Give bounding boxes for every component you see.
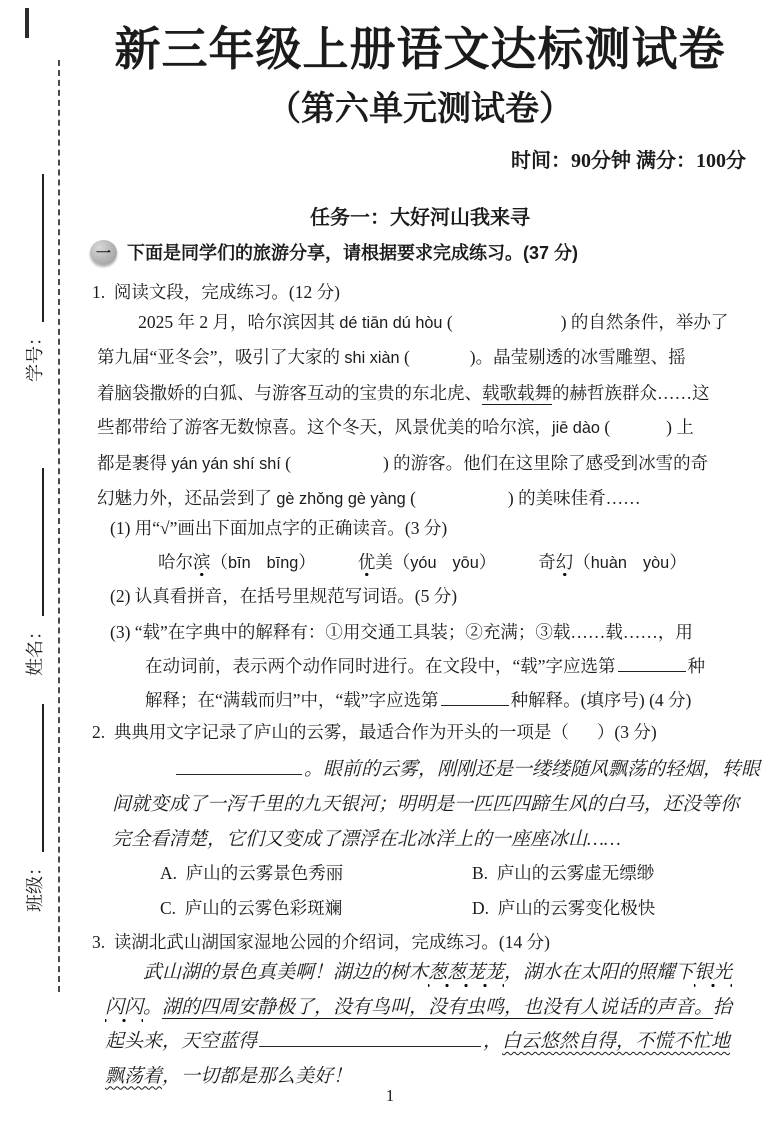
text-run: ）(3 分) — [596, 722, 657, 742]
answer-space[interactable] — [627, 551, 643, 569]
text-run: 奇 — [538, 552, 556, 572]
q3-text: 读湖北武山湖国家湿地公园的介绍词，完成练习。(14 分) — [113, 932, 550, 952]
student-id-field — [21, 158, 47, 398]
q2-option-c — [160, 893, 342, 923]
passage-line — [105, 991, 757, 1026]
answer-blank[interactable] — [259, 1027, 481, 1047]
question-one-header — [90, 239, 578, 265]
text-run: 种 — [687, 656, 706, 676]
text-run: 幻 — [556, 552, 574, 577]
text-run: （ — [573, 552, 591, 572]
text-run: ( — [442, 312, 453, 332]
time-and-score-info: 时间：90分钟 满分：100分 — [511, 150, 746, 172]
q2-option-d-label: D. — [472, 898, 490, 918]
passage-line — [112, 787, 757, 822]
passage-line — [97, 340, 757, 375]
answer-blank[interactable] — [176, 755, 302, 775]
task-one-heading: 任务一：大好河山我来寻 — [310, 207, 530, 229]
text-run: 着脑袋撒娇的白狐、与游客互动的宝贵的东北虎、 — [97, 382, 482, 403]
text-run: ) 上 — [666, 417, 694, 438]
passage-line — [97, 410, 757, 445]
passage-line — [97, 446, 757, 481]
q1-sub3-line — [145, 683, 705, 717]
text-run: 载歌载舞 — [482, 382, 552, 403]
paper-title: 新三年级上册语文达标测试卷 — [114, 24, 726, 75]
q2-option-a-text: 庐山的云雾景色秀丽 — [185, 863, 344, 883]
text-run: huàn — [590, 554, 627, 572]
text-run: 闪闪 — [105, 997, 143, 1023]
student-class-label: 班级： — [25, 858, 45, 912]
q2-option-c-label: C. — [160, 898, 177, 918]
q2-number: 2. — [92, 722, 106, 742]
q2-option-b-label: B. — [472, 863, 489, 883]
answer-space[interactable] — [453, 311, 561, 329]
text-run: 抬 — [713, 996, 733, 1018]
passage-line — [97, 305, 757, 340]
q1-number: 1. — [92, 282, 106, 302]
passage-line — [174, 752, 761, 787]
text-run: 葱葱茏茏 — [428, 962, 504, 988]
text-run: 滨 — [193, 552, 211, 577]
answer-space[interactable] — [291, 451, 383, 469]
text-run: 哈尔 — [158, 552, 193, 572]
student-class-write-line[interactable] — [24, 704, 44, 852]
text-run: yōu — [452, 554, 479, 572]
q2-option-c-text: 庐山的云雾色彩斑斓 — [184, 898, 343, 918]
text-run: ） — [669, 552, 687, 572]
text-run: 完全看清楚，它们又变成了漂浮在北冰洋上的一座座冰山…… — [112, 829, 621, 850]
text-run: ( — [599, 417, 611, 438]
answer-blank[interactable] — [441, 688, 509, 707]
text-run: 湖的四周安静极了，没有鸟叫，没有虫鸣，也没有人说话的声音。 — [162, 996, 714, 1018]
q2-option-a-label: A. — [160, 863, 178, 883]
text-run: yòu — [642, 554, 670, 572]
text-run: bīng — [266, 554, 299, 572]
text-run: ) 的美味佳肴…… — [507, 488, 641, 509]
q1-reading-passage — [97, 305, 757, 516]
question-one-badge-icon: 一 — [90, 240, 117, 265]
q3-lake-passage — [105, 956, 757, 1094]
text-run: 典典用文字记录了庐山的云雾，最适合作为开头的一项是（ — [113, 722, 569, 742]
answer-space[interactable] — [496, 551, 538, 569]
q1-sub3-line — [110, 615, 705, 649]
paper-subtitle: （第六单元测试卷） — [267, 91, 573, 128]
passage-line — [97, 481, 757, 516]
answer-space[interactable] — [316, 551, 358, 569]
q2-option-b-text: 庐山的云雾虚无缥缈 — [496, 863, 655, 883]
passage-line — [105, 1025, 757, 1060]
q1-sub3-line — [145, 649, 705, 683]
text-run: 起头来，天空蓝得 — [105, 1031, 258, 1052]
answer-space[interactable] — [416, 487, 508, 505]
q1-sub1-pronunciation-options — [158, 547, 687, 578]
text-run: dé tiān dú hòu — [339, 314, 443, 332]
text-run: jiē dào — [552, 419, 600, 438]
answer-space[interactable] — [251, 551, 267, 569]
text-run: （ — [392, 552, 411, 572]
question-one-text: 下面是同学们的旅游分享，请根据要求完成练习。(37 分) — [127, 243, 579, 263]
text-run: 的赫哲族群众……这 — [552, 382, 710, 403]
answer-space[interactable] — [610, 416, 666, 434]
passage-line — [97, 376, 757, 410]
answer-blank[interactable] — [618, 654, 686, 673]
q1-sub2-stem: (2) 认真看拼音，在括号里规范写词语。(5 分) — [110, 586, 458, 606]
q1-stem — [92, 277, 340, 307]
binding-dashed-line — [58, 60, 60, 992]
text-run: gè zhǒng gè yàng — [276, 490, 406, 509]
text-run: yán yán shí shí — [171, 454, 281, 473]
text-run: 。 — [143, 996, 163, 1018]
text-run: 在动词前，表示两个动作同时进行。在文段中，“载”字应选第 — [145, 656, 616, 676]
text-run: 幻魅力外，还品尝到了 — [97, 488, 277, 509]
q3-number: 3. — [92, 932, 106, 952]
text-run: ，湖水在太阳的照耀下 — [504, 962, 695, 983]
q1-sub3-block — [110, 615, 705, 717]
text-run: (3) “载”在字典中的解释有：①用交通工具装；②充满；③载……载……，用 — [110, 622, 693, 642]
student-name-write-line[interactable] — [24, 468, 44, 616]
text-run: 白云悠然自得，不慌不忙地 — [502, 1031, 731, 1052]
text-run: ( — [280, 452, 291, 473]
text-run: 第九届“亚冬会”，吸引了大家的 — [97, 347, 345, 368]
text-run: 2025 年 2 月，哈尔滨因其 — [138, 312, 340, 332]
student-name-field — [21, 452, 47, 692]
text-run: ，一切都是那么美好！ — [162, 1065, 353, 1087]
text-run: 些都带给了游客无数惊喜。这个冬天，风景优美的哈尔滨， — [97, 417, 552, 438]
q2-stem — [92, 717, 657, 747]
text-run: （ — [210, 552, 228, 572]
text-run: ) 的游客。他们在这里除了感受到冰雪的奇 — [382, 452, 709, 473]
text-run: ） — [298, 552, 316, 572]
q2-cloud-passage — [112, 752, 761, 857]
student-id-label: 学号： — [25, 328, 45, 382]
text-run: 武山湖的景色真美啊！湖边的树木 — [143, 962, 429, 983]
q1-sub1-stem: (1) 用“√”画出下面加点字的正确读音。(3 分) — [110, 518, 448, 538]
passage-line — [112, 822, 757, 857]
q2-option-d-text: 庐山的云雾变化极快 — [497, 898, 656, 918]
answer-space[interactable] — [569, 721, 597, 739]
q2-option-a — [160, 858, 343, 888]
text-run: bīn — [228, 554, 251, 572]
q1-text: 阅读文段，完成练习。(12 分) — [113, 282, 340, 302]
text-run: ） — [478, 552, 497, 572]
text-run: 银光 — [694, 962, 732, 988]
text-run: 飘荡着 — [105, 1065, 163, 1087]
text-run: ( — [399, 347, 410, 368]
text-run: ) 的自然条件，举办了 — [560, 312, 729, 332]
text-run: ( — [405, 488, 416, 509]
q2-text — [114, 722, 657, 742]
student-class-field — [21, 688, 47, 928]
q2-option-d — [472, 893, 655, 923]
page-number: 1 — [385, 1086, 395, 1105]
text-run: 美 — [375, 552, 393, 572]
text-run: )。晶莹剔透的冰雪雕塑、摇 — [469, 347, 686, 368]
text-run: shi xiàn — [344, 349, 400, 368]
text-run: 间就变成了一泻千里的九天银河；明明是一匹匹四蹄生风的白马，还没等你 — [112, 794, 740, 815]
q2-option-b — [472, 858, 654, 888]
text-run: 。眼前的云雾，刚刚还是一缕缕随风飘荡的轻烟，转眼 — [304, 759, 761, 780]
text-run: yóu — [410, 554, 437, 572]
answer-space[interactable] — [410, 346, 470, 364]
text-run: 优 — [358, 552, 376, 577]
scan-artifact — [25, 8, 29, 38]
passage-line — [105, 956, 757, 991]
q3-stem — [92, 927, 550, 957]
student-name-label: 姓名： — [25, 622, 45, 676]
text-run: 解释；在“满载而归”中，“载”字应选第 — [145, 690, 439, 710]
text-run: 都是裹得 — [97, 452, 172, 473]
student-id-write-line[interactable] — [24, 174, 44, 322]
text-run: 种解释。(填序号) (4 分) — [510, 690, 692, 710]
answer-space[interactable] — [437, 551, 453, 569]
text-run: ， — [483, 1031, 503, 1052]
